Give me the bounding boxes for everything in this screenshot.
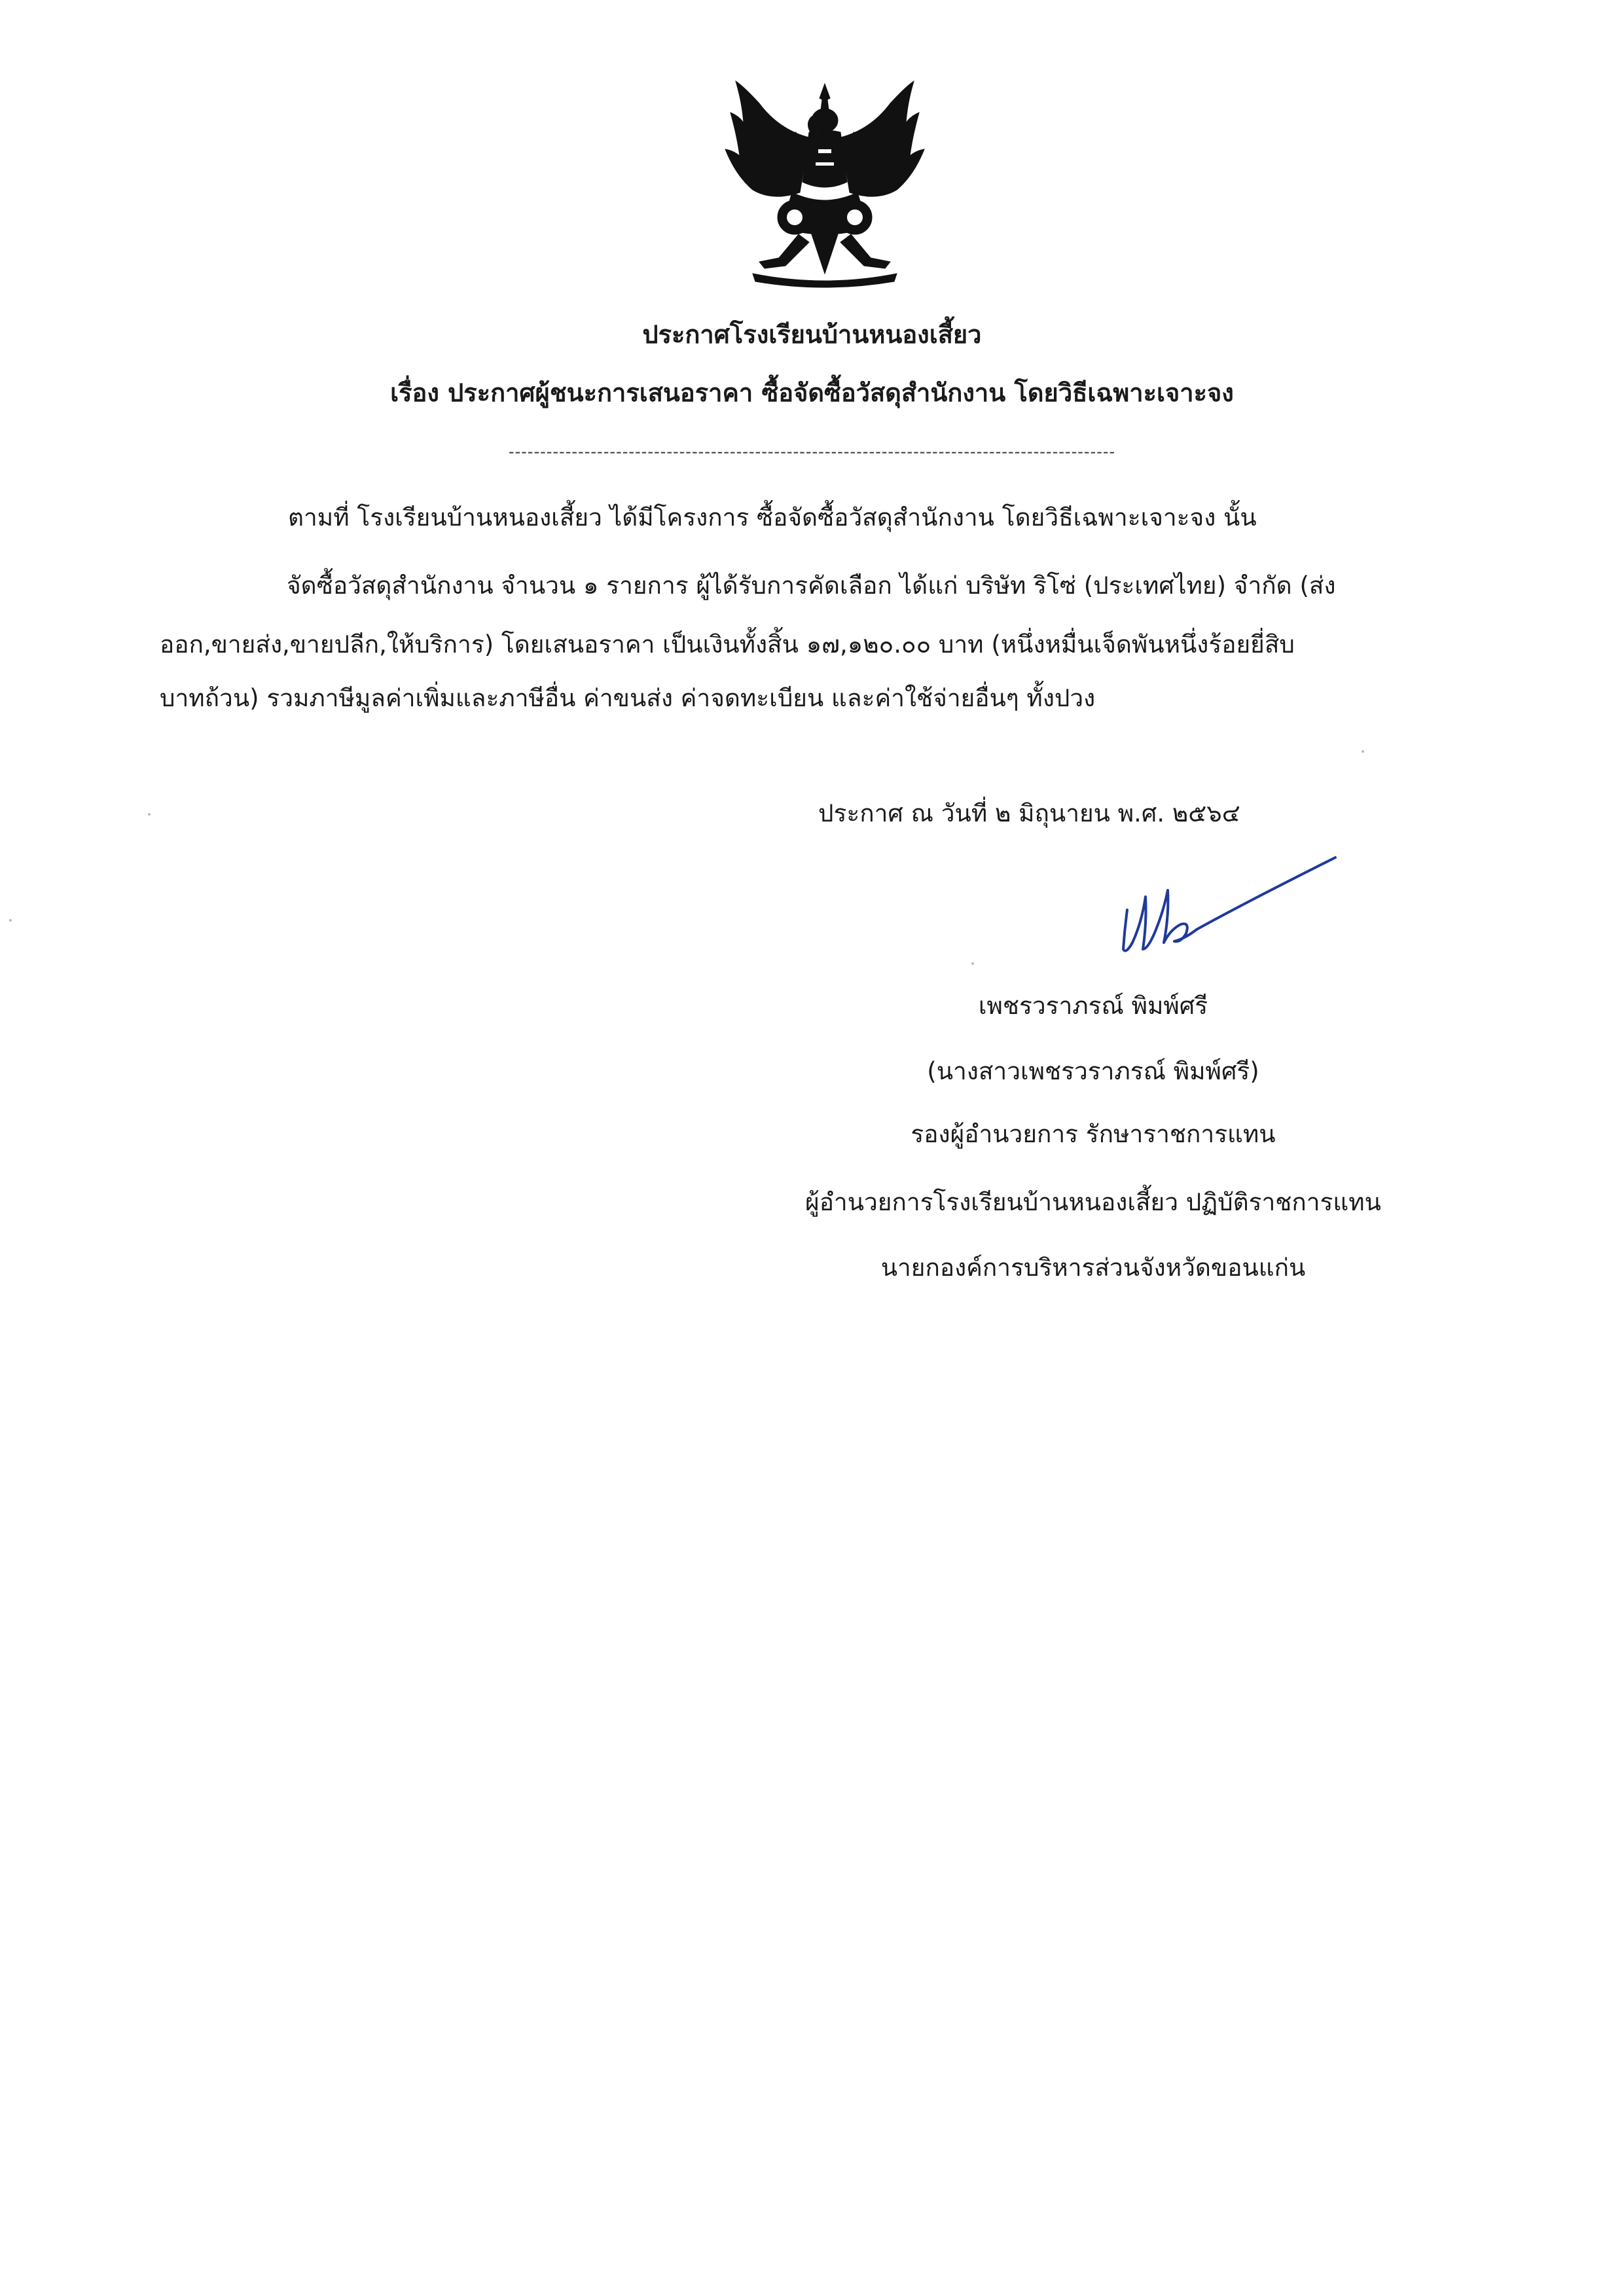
signatory-position-2: ผู้อำนวยการโรงเรียนบ้านหนองเสี้ยว ปฏิบัติราชการแทน <box>805 1188 1381 1216</box>
scan-speck <box>148 813 151 816</box>
scan-speck <box>9 919 12 922</box>
body-paragraph-line-4: บาทถ้วน) รวมภาษีมูลค่าเพิ่มและภาษีอื่น ค่าขนส่ง ค่าจดทะเบียน และค่าใช้จ่ายอื่นๆ ทั้งปวง <box>160 684 1096 712</box>
garuda-emblem-icon <box>713 77 936 293</box>
body-paragraph-line-3: ออก,ขายส่ง,ขายปลีก,ให้บริการ) โดยเสนอราคา เป็นเงินทั้งสิ้น ๑๗,๑๒๐.๐๐ บาท (หนึ่งหมื่นเจ็ดพันหนึ่งร้อยยี่สิบ <box>160 630 1295 659</box>
handwritten-signature <box>1113 851 1348 966</box>
announcement-subject: เรื่อง ประกาศผู้ชนะการเสนอราคา ซื้อจัดซื้อวัสดุสำนักงาน โดยวิธีเฉพาะเจาะจง <box>390 378 1234 407</box>
body-paragraph-line-1: ตามที่ โรงเรียนบ้านหนองเสี้ยว ได้มีโครงการ ซื้อจัดซื้อวัสดุสำนักงาน โดยวิธีเฉพาะเจาะจง นั้น <box>288 503 1257 532</box>
scan-speck <box>971 962 974 965</box>
signatory-position-1: รองผู้อำนวยการ รักษาราชการแทน <box>911 1120 1276 1148</box>
announcement-title: ประกาศโรงเรียนบ้านหนองเสี้ยว <box>642 320 982 349</box>
body-paragraph-line-2: จัดซื้อวัสดุสำนักงาน จำนวน ๑ รายการ ผู้ได้รับการคัดเลือก ได้แก่ บริษัท ริโซ่ (ประเทศไทย) จำกัด (ส่ง <box>287 571 1336 600</box>
signatory-signed-name: เพชรวราภรณ์ พิมพ์ศรี <box>978 992 1208 1020</box>
signatory-full-name: (นางสาวเพชรวราภรณ์ พิมพ์ศรี) <box>927 1057 1259 1085</box>
title-divider: ------------------------------------------------------------------------------------------------ <box>508 443 1116 461</box>
signatory-position-3: นายกองค์การบริหารส่วนจังหวัดขอนแก่น <box>880 1254 1306 1282</box>
announcement-date: ประกาศ ณ วันที่ ๒ มิถุนายน พ.ศ. ๒๕๖๔ <box>818 799 1240 827</box>
scan-speck <box>1362 750 1364 753</box>
